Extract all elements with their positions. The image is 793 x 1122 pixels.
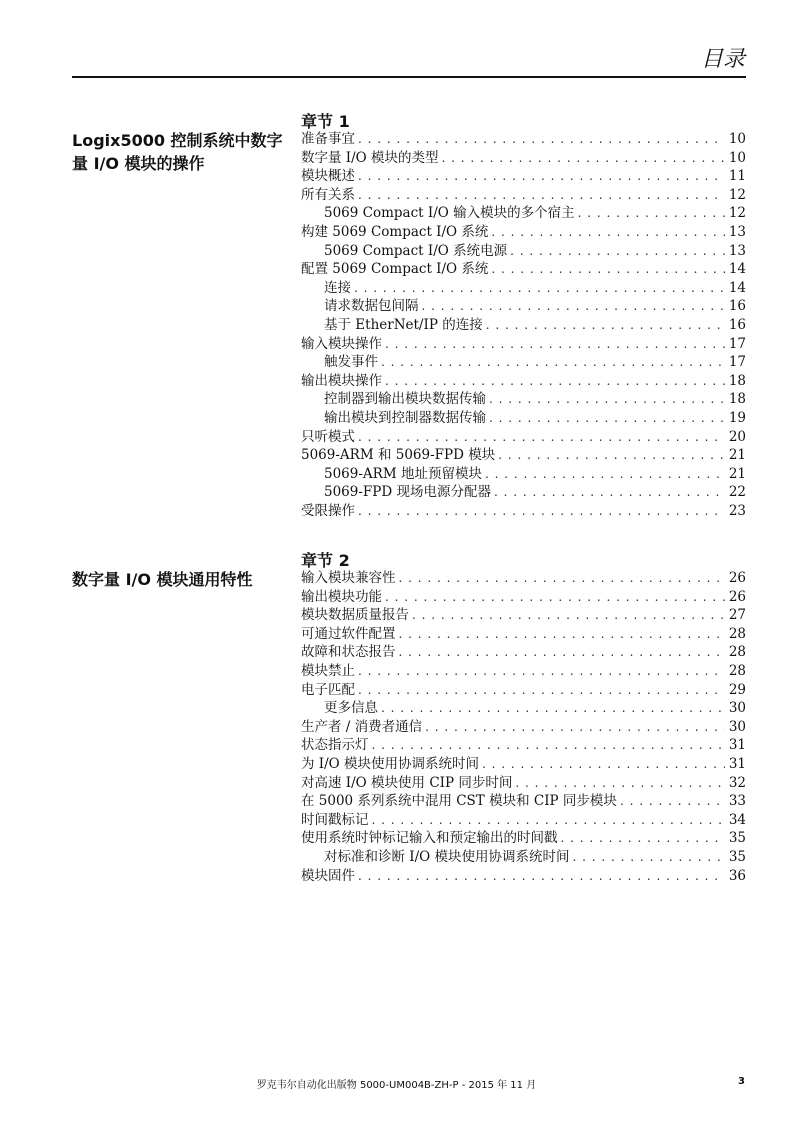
dot-leader (385, 372, 725, 391)
dot-leader (358, 681, 725, 700)
toc-entry-link[interactable] (301, 223, 746, 242)
toc-entry-page-number: 28 (728, 625, 746, 642)
toc-entry-label: 模块概述 (301, 168, 355, 185)
toc-entry-page-number: 22 (728, 484, 746, 501)
toc-entry-label: 请求数据包间隔 (324, 298, 419, 315)
dot-leader (372, 811, 726, 830)
dot-leader (358, 167, 725, 186)
toc-entry-link[interactable] (301, 279, 746, 298)
toc-entry-label: 对高速 I/O 模块使用 CIP 同步时间 (301, 774, 513, 791)
dot-leader (385, 335, 725, 354)
toc-entry-link[interactable] (301, 867, 746, 886)
dot-leader (578, 204, 725, 223)
toc-entry-page-number: 36 (728, 867, 746, 884)
toc-entry-link[interactable] (301, 662, 746, 681)
toc-entry-link[interactable] (301, 625, 746, 644)
dot-leader (354, 279, 725, 298)
toc-entry-label: 输入模块兼容性 (301, 570, 396, 586)
dot-leader (486, 316, 725, 335)
chapter-title: Logix5000 控制系统中数字量 I/O 模块的操作 (72, 131, 283, 173)
toc-entry-label: 所有关系 (301, 186, 355, 203)
dot-leader (573, 848, 725, 867)
toc-entry-link[interactable] (301, 149, 746, 168)
toc-entry-page-number: 12 (728, 205, 746, 222)
toc-entry-page-number: 28 (728, 644, 746, 661)
dot-leader (358, 428, 725, 447)
dot-leader (358, 186, 725, 205)
toc-entry-page-number: 21 (728, 465, 746, 482)
dot-leader (399, 643, 726, 662)
toc-entry-link[interactable] (301, 167, 746, 186)
toc-entry-link[interactable] (301, 390, 746, 409)
toc-entry-page-number: 11 (728, 168, 746, 185)
toc-entry-link[interactable] (301, 335, 746, 354)
dot-leader (358, 130, 725, 149)
toc-entry-page-number: 27 (728, 607, 746, 624)
toc-entry-label: 对标准和诊断 I/O 模块使用协调系统时间 (324, 848, 570, 865)
toc-entry-label: 模块固件 (301, 867, 355, 884)
toc-entry-page-number: 10 (728, 131, 746, 147)
toc-entry-page-number: 18 (728, 391, 746, 408)
toc-entry-label: 输入模块操作 (301, 335, 382, 352)
dot-leader (561, 829, 726, 848)
toc-entry-link[interactable] (301, 643, 746, 662)
toc-entry-link[interactable] (301, 606, 746, 625)
toc-entry-label: 5069-FPD 现场电源分配器 (324, 484, 491, 501)
toc-entry-page-number: 16 (728, 298, 746, 315)
toc-entry-page-number: 26 (728, 570, 746, 586)
toc-entry-label: 基于 EtherNet/IP 的连接 (324, 316, 483, 333)
header-divider (72, 76, 746, 78)
toc-entry-link[interactable] (301, 681, 746, 700)
toc-entry-label: 输出模块功能 (301, 588, 382, 605)
toc-entry-page-number: 17 (728, 335, 746, 352)
dot-leader (412, 606, 725, 625)
footer-publication: 罗克韦尔自动化出版物 5000-UM004B-ZH-P - 2015 年 11 月 (256, 1080, 537, 1091)
toc-entry-label: 构建 5069 Compact I/O 系统 (301, 223, 489, 240)
toc-entry-page-number: 13 (728, 242, 746, 259)
toc-entry-label: 使用系统时钟标记输入和预定输出的时间戳 (301, 830, 558, 847)
dot-leader (491, 223, 725, 242)
toc-entry-page-number: 31 (728, 755, 746, 772)
dot-leader (482, 755, 725, 774)
toc-entry-link[interactable] (301, 569, 746, 588)
toc-entry-link[interactable] (301, 130, 746, 149)
dot-leader (498, 446, 725, 465)
dot-leader (489, 409, 725, 428)
toc-list (301, 130, 746, 520)
toc-list (301, 569, 746, 885)
toc-entry-label: 可通过软件配置 (301, 625, 396, 642)
toc-entry-page-number: 17 (728, 354, 746, 371)
page-header-title: 目录 (700, 47, 745, 72)
dot-leader (425, 718, 725, 737)
dot-leader (485, 465, 725, 484)
toc-entry-label: 更多信息 (324, 700, 378, 717)
footer-page-number: 3 (738, 1076, 745, 1087)
toc-entry-link[interactable] (301, 502, 746, 521)
toc-entry-link[interactable] (301, 699, 746, 718)
toc-entry-label: 生产者 / 消费者通信 (301, 718, 423, 735)
toc-entry-page-number: 32 (728, 774, 746, 791)
toc-entry-link[interactable] (301, 204, 746, 223)
toc-entry-page-number: 21 (728, 447, 746, 464)
toc-entry-label: 触发事件 (324, 354, 378, 371)
dot-leader (358, 662, 725, 681)
dot-leader (381, 353, 725, 372)
dot-leader (399, 569, 726, 588)
dot-leader (372, 736, 726, 755)
toc-entry-link[interactable] (301, 483, 746, 502)
dot-leader (491, 260, 725, 279)
dot-leader (422, 297, 726, 316)
toc-entry-link[interactable] (301, 428, 746, 447)
toc-entry-link[interactable] (301, 755, 746, 774)
toc-entry-label: 状态指示灯 (301, 737, 369, 754)
toc-entry-link[interactable] (301, 242, 746, 261)
toc-entry-page-number: 33 (728, 793, 746, 810)
toc-entry-link[interactable] (301, 736, 746, 755)
toc-entry-label: 准备事宜 (301, 131, 355, 147)
chapter-heading: 章节 2 (301, 551, 350, 570)
toc-entry-label: 5069 Compact I/O 系统电源 (324, 242, 508, 259)
toc-entry-label: 时间戳标记 (301, 811, 369, 828)
chapter-title: 数字量 I/O 模块通用特性 (72, 570, 253, 589)
toc-entry-link[interactable] (301, 372, 746, 391)
toc-entry-label: 受限操作 (301, 502, 355, 519)
toc-entry-link[interactable] (301, 446, 746, 465)
toc-entry-page-number: 31 (728, 737, 746, 754)
dot-leader (510, 242, 725, 261)
dot-leader (620, 792, 725, 811)
dot-leader (385, 588, 725, 607)
toc-entry-page-number: 29 (728, 681, 746, 698)
toc-entry-link[interactable] (301, 811, 746, 830)
chapter-heading: 章节 1 (301, 112, 350, 131)
dot-leader (515, 774, 725, 793)
dot-leader (494, 483, 725, 502)
toc-entry-link[interactable] (301, 588, 746, 607)
toc-entry-label: 输出模块到控制器数据传输 (324, 409, 486, 426)
toc-entry-label: 在 5000 系列系统中混用 CST 模块和 CIP 同步模块 (301, 793, 617, 810)
toc-entry-label: 模块数据质量报告 (301, 607, 409, 624)
toc-entry-label: 电子匹配 (301, 681, 355, 698)
toc-entry-page-number: 16 (728, 316, 746, 333)
toc-entry-label: 故障和状态报告 (301, 644, 396, 661)
toc-entry-link[interactable] (301, 316, 746, 335)
dot-leader (358, 502, 725, 521)
toc-entry-page-number: 13 (728, 223, 746, 240)
toc-entry-page-number: 18 (728, 372, 746, 389)
toc-entry-page-number: 28 (728, 662, 746, 679)
toc-entry-link[interactable] (301, 848, 746, 867)
toc-entry-label: 模块禁止 (301, 662, 355, 679)
toc-entry-link[interactable] (301, 297, 746, 316)
dot-leader (489, 390, 725, 409)
dot-leader (399, 625, 726, 644)
toc-entry-page-number: 19 (728, 409, 746, 426)
toc-entry-label: 输出模块操作 (301, 372, 382, 389)
toc-entry-page-number: 14 (728, 279, 746, 296)
toc-entry-link[interactable] (301, 829, 746, 848)
toc-entry-label: 数字量 I/O 模块的类型 (301, 149, 439, 166)
toc-entry-label: 控制器到输出模块数据传输 (324, 391, 486, 408)
toc-entry-link[interactable] (301, 792, 746, 811)
toc-entry-link[interactable] (301, 409, 746, 428)
toc-entry-link[interactable] (301, 465, 746, 484)
dot-leader (442, 149, 725, 168)
toc-entry-page-number: 26 (728, 588, 746, 605)
toc-entry-label: 5069-ARM 和 5069-FPD 模块 (301, 447, 496, 464)
toc-entry-label: 配置 5069 Compact I/O 系统 (301, 261, 489, 278)
toc-entry-page-number: 30 (728, 718, 746, 735)
toc-entry-page-number: 10 (728, 149, 746, 166)
toc-entry-page-number: 20 (728, 428, 746, 445)
toc-entry-link[interactable] (301, 353, 746, 372)
toc-entry-page-number: 35 (728, 848, 746, 865)
toc-entry-label: 只听模式 (301, 428, 355, 445)
toc-entry-page-number: 34 (728, 811, 746, 828)
toc-entry-page-number: 23 (728, 502, 746, 519)
dot-leader (381, 699, 725, 718)
toc-entry-label: 连接 (324, 279, 351, 296)
dot-leader (358, 867, 725, 886)
toc-entry-page-number: 14 (728, 261, 746, 278)
toc-entry-link[interactable] (301, 186, 746, 205)
toc-entry-link[interactable] (301, 718, 746, 737)
toc-entry-page-number: 12 (728, 186, 746, 203)
toc-entry-page-number: 30 (728, 700, 746, 717)
toc-entry-link[interactable] (301, 260, 746, 279)
toc-entry-label: 5069 Compact I/O 输入模块的多个宿主 (324, 205, 575, 222)
toc-entry-link[interactable] (301, 774, 746, 793)
toc-entry-label: 5069-ARM 地址预留模块 (324, 465, 482, 482)
toc-entry-label: 为 I/O 模块使用协调系统时间 (301, 755, 480, 772)
toc-entry-page-number: 35 (728, 830, 746, 847)
